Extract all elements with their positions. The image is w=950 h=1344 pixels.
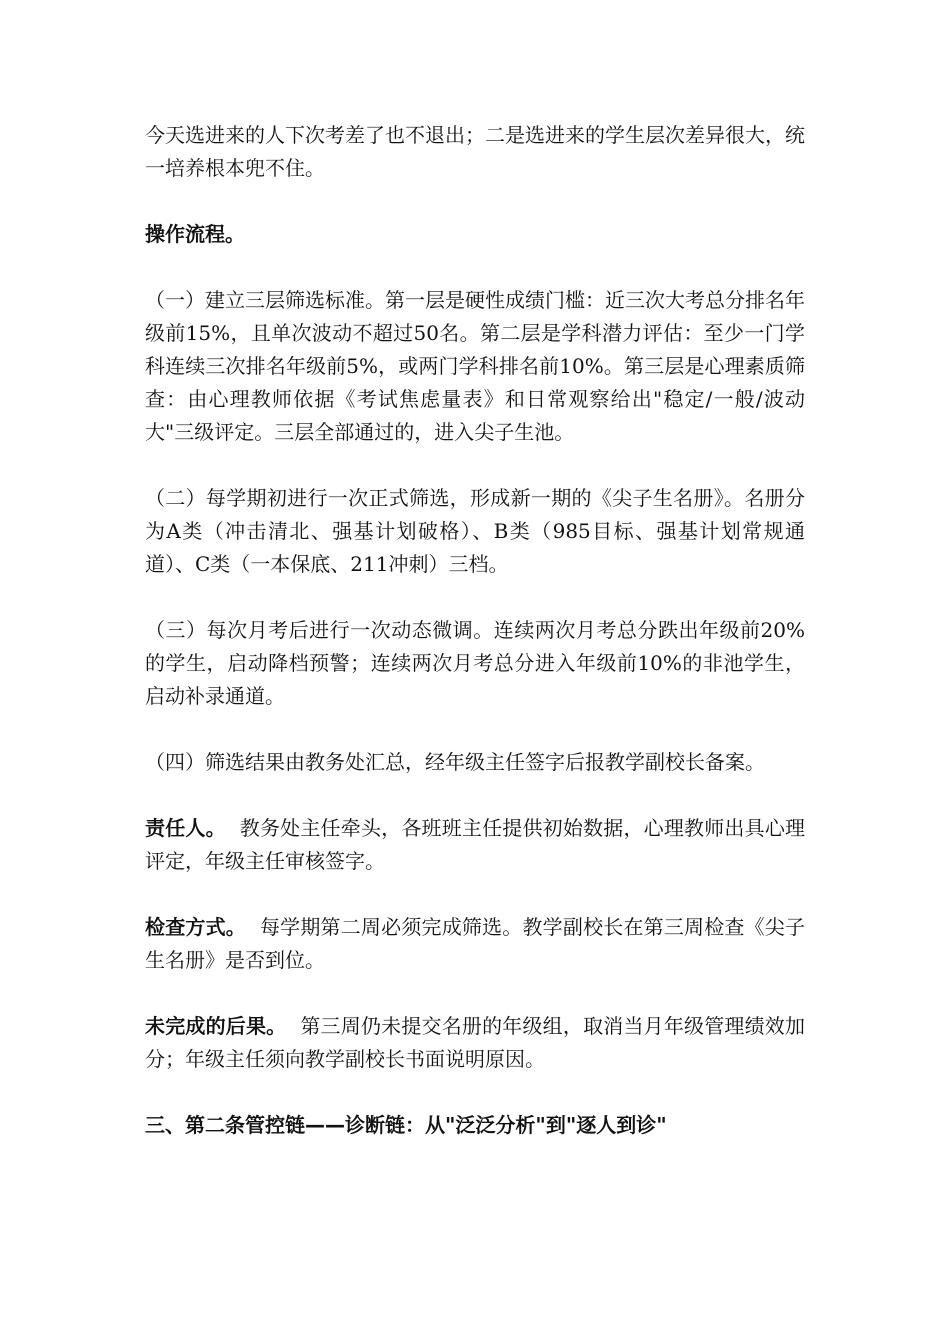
responsible-label: 责任人。 <box>145 816 226 840</box>
inspection-text: 每学期第二周必须完成筛选。教学副校长在第三周检查《尖子生名册》是否到位。 <box>145 915 806 972</box>
consequence-label: 未完成的后果。 <box>145 1014 287 1038</box>
step-1-paragraph: （一）建立三层筛选标准。第一层是硬性成绩门槛：近三次大考总分排名年级前15%，且单次波动不超过50名。第二层是学科潜力评估：至少一门学科连续三次排名年级前5%，或两门学科排名前10%。第三层是心理素质筛查：由心理教师依据《考试焦虑量表》和日常观察给出"稳定/一般/波动大"三级评定。三层全部通过的，进入尖子生池。 <box>145 288 805 444</box>
process-heading: 操作流程。 <box>145 222 245 246</box>
step-3-paragraph: （三）每次月考后进行一次动态微调。连续两次月考总分跌出年级前20%的学生，启动降档预警；连续两次月考总分进入年级前10%的非池学生，启动补录通道。 <box>145 618 805 708</box>
step-4-paragraph: （四）筛选结果由教务处汇总，经年级主任签字后报教学副校长备案。 <box>145 750 765 774</box>
document-page <box>145 119 805 1175</box>
consequence-paragraph <box>145 1010 805 1076</box>
section-heading: 三、第二条管控链——诊断链：从"泛泛分析"到"逐人到诊" <box>145 1113 667 1137</box>
responsible-text: 教务处主任牵头，各班班主任提供初始数据，心理教师出具心理评定，年级主任审核签字。 <box>145 816 806 873</box>
consequence-text: 第三周仍未提交名册的年级组，取消当月年级管理绩效加分；年级主任须向教学副校长书面说明原因。 <box>145 1014 806 1071</box>
intro-paragraph: 今天选进来的人下次考差了也不退出；二是选进来的学生层次差异很大，统一培养根本兜不住。 <box>145 123 805 180</box>
inspection-label: 检查方式。 <box>145 915 246 939</box>
step-2-paragraph: （二）每学期初进行一次正式筛选，形成新一期的《尖子生名册》。名册分为A类（冲击清北、强基计划破格）、B类（985目标、强基计划常规通道）、C类（一本保底、211冲刺）三档。 <box>145 486 805 576</box>
inspection-paragraph <box>145 911 805 977</box>
responsible-paragraph <box>145 812 805 878</box>
